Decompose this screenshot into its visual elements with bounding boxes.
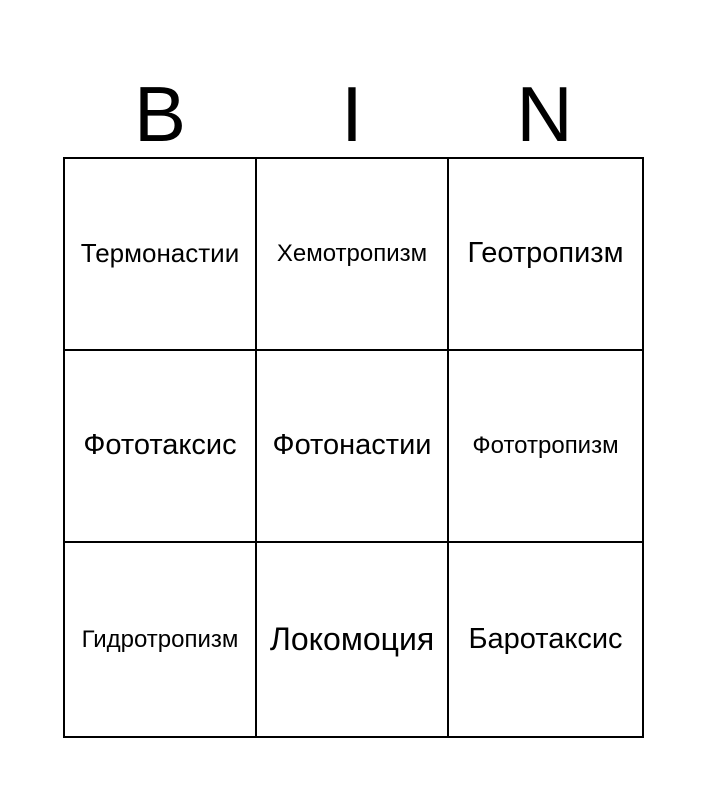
cell-label: Фотонастии — [272, 429, 432, 462]
bingo-cell-r1c3[interactable] — [449, 159, 642, 351]
cell-label: Термонастии — [80, 238, 240, 269]
cell-label: Гидротропизм — [81, 625, 239, 653]
cell-label: Фототропизм — [472, 432, 619, 460]
cell-label: Хемотропизм — [276, 240, 428, 268]
bingo-cell-r3c3[interactable] — [449, 543, 642, 736]
cell-label: Локомоция — [269, 621, 435, 658]
cell-label: Баротаксис — [468, 622, 623, 655]
bingo-cell-r2c1[interactable] — [65, 351, 257, 543]
header-letter-b: B — [133, 70, 187, 158]
cell-label: Геотропизм — [467, 237, 624, 270]
bingo-cell-r1c1[interactable] — [65, 159, 257, 351]
header-letter-i: I — [341, 70, 363, 158]
bingo-cell-r2c3[interactable] — [449, 351, 642, 543]
bingo-header — [64, 70, 641, 158]
bingo-cell-r2c2[interactable] — [257, 351, 449, 543]
bingo-cell-r3c2[interactable] — [257, 543, 449, 736]
cell-label: Фототаксис — [83, 429, 237, 462]
bingo-board — [63, 157, 644, 738]
header-letter-n: N — [516, 70, 573, 158]
bingo-cell-r1c2[interactable] — [257, 159, 449, 351]
bingo-cell-r3c1[interactable] — [65, 543, 257, 736]
